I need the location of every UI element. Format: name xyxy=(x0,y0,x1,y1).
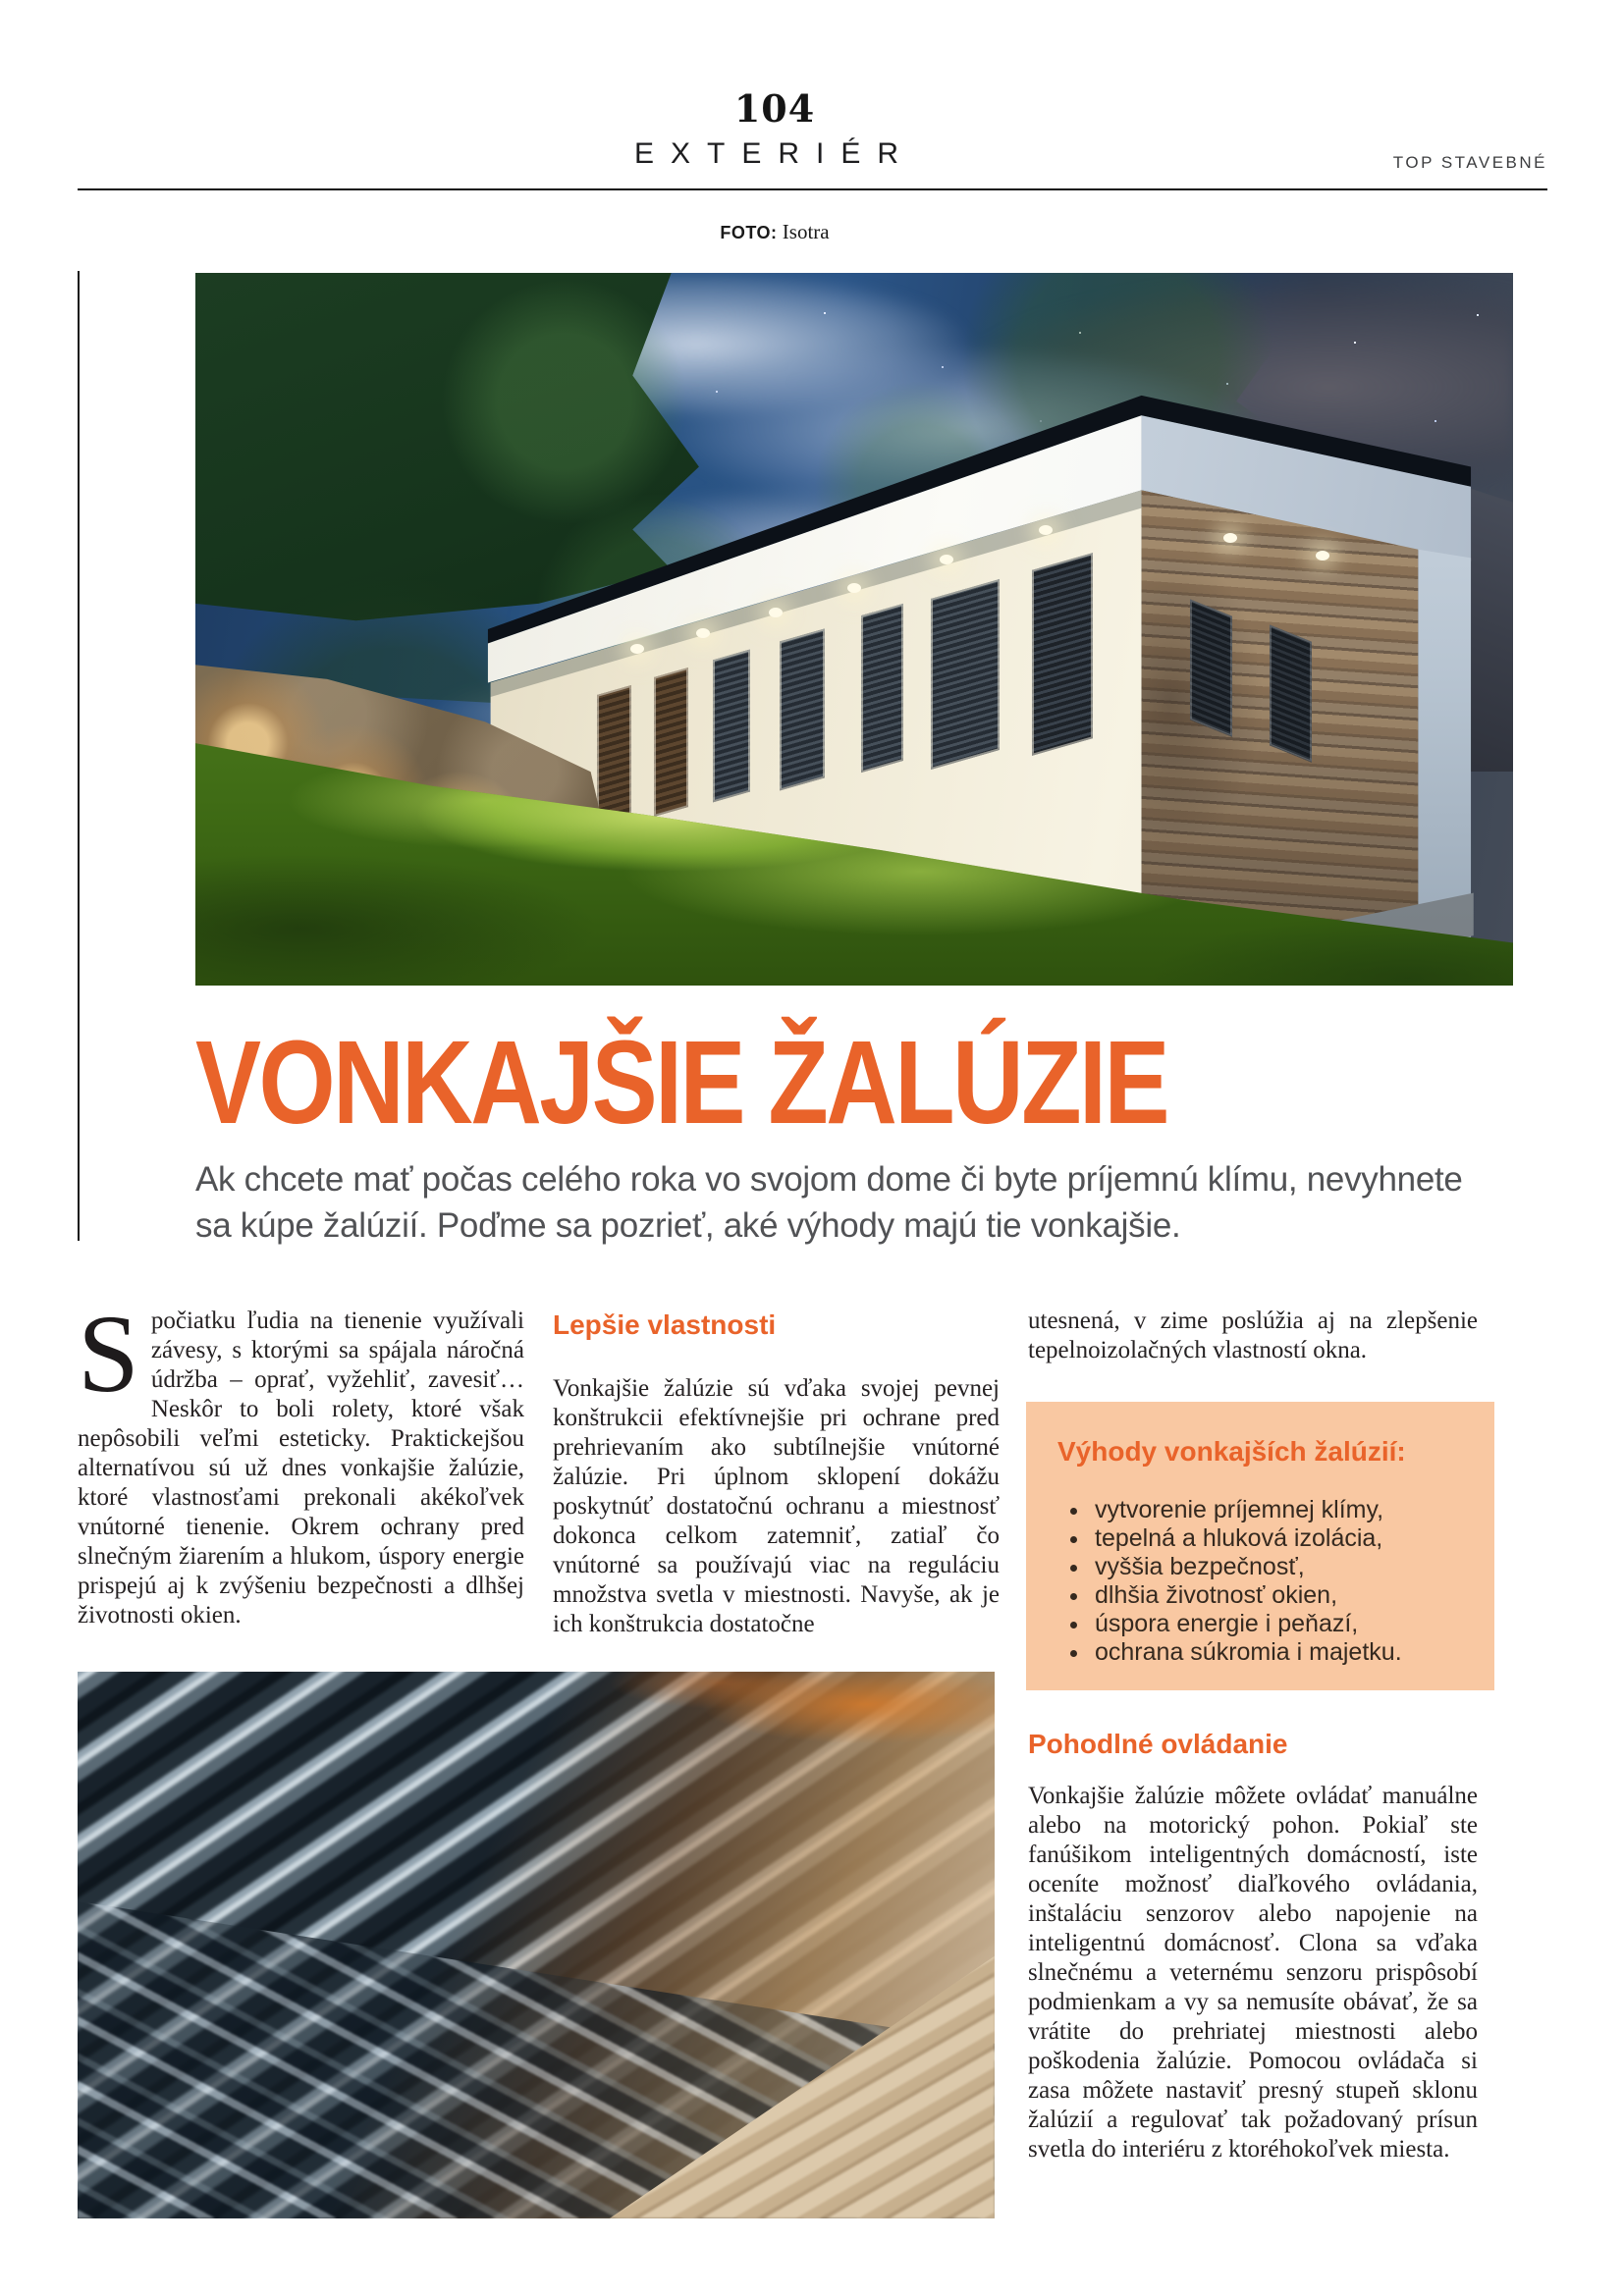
eave-light xyxy=(847,583,861,593)
benefit-item: • ochrana súkromia i majetku. xyxy=(1091,1638,1469,1667)
benefit-item: • vyššia bezpečnosť, xyxy=(1091,1553,1469,1581)
house-window-blinds xyxy=(1190,600,1232,738)
benefits-heading: Výhody vonkajších žalúzií: xyxy=(1057,1436,1406,1467)
eave-light xyxy=(630,644,644,654)
intro-text: počiatku ľudia na tienenie využívali závesy, s ktorými sa spájala náročná údržba – oprať, vyžehliť, zavesiť… Neskôr to boli rolety, ktoré však nepôsobili veľmi esteticky. Praktickejšou alternatívou sú už dnes vonkajšie žalúzie, ktoré vlastnosťami prekonali akékoľvek vnútorné tienenie. Okrem ochrany pred slnečným žiarením a hlukom, úspory energie prispejú aj k zvýšeniu bezpečnosti a dlhšej životnosti okien. xyxy=(78,1308,524,1629)
house-window-blinds xyxy=(1270,624,1312,763)
drop-cap: S xyxy=(78,1293,139,1415)
benefit-item: • dlhšia životnosť okien, xyxy=(1091,1581,1469,1610)
intro-column xyxy=(78,1293,524,1630)
section2-body: Vonkajšie žalúzie môžete ovládať manuálne alebo na motorický pohon. Pokiaľ ste fanúšikom inteligentných domácností, iste oceníte možnosť diaľkového ovládania, inštaláciu senzorov alebo napojenie na inteligentnú domácnosť. Clona sa vďaka slnečnému a veternému senzoru prispôsobí podmienkam a vy sa nemusíte obávať, že sa vrátite do prehriatej miestnosti alebo poškodenia žalúzie. Pomocou ovládača si zasa môžete nastaviť presný stupeň sklonu žalúzií a regulovať tak požadovaný prísun svetla do interiéru z ktoréhokoľvek miesta. xyxy=(1028,1783,1478,2163)
eave-light xyxy=(1223,533,1237,543)
continuation-text: utesnená, v zime poslúžia aj na zlepšenie tepelnoizolačných vlastností okna. xyxy=(1028,1308,1478,1363)
benefit-item: • vytvorenie príjemnej klímy, xyxy=(1091,1496,1469,1524)
photo-credit xyxy=(195,220,1354,244)
benefits-list xyxy=(1057,1496,1469,1667)
benefit-item: • tepelná a hluková izolácia, xyxy=(1091,1524,1469,1553)
eave-light xyxy=(1316,551,1329,561)
eave-light xyxy=(769,608,783,617)
photo-credit-label: FOTO: xyxy=(720,223,778,242)
house-window-blinds xyxy=(931,579,1000,770)
house-window-blinds xyxy=(713,650,750,803)
page-number: 104 xyxy=(733,86,816,131)
eave-light xyxy=(1039,525,1053,535)
section-title: EXTERIÉR xyxy=(633,137,916,170)
house-window-blinds xyxy=(780,628,825,791)
house-window-blinds xyxy=(1032,553,1093,755)
house-window-blinds xyxy=(861,604,903,773)
left-border-line xyxy=(78,271,80,1241)
photo-credit-value: Isotra xyxy=(782,220,830,243)
detail-photo-blinds xyxy=(78,1672,995,2218)
eave-light xyxy=(940,555,953,564)
subheading-better-properties: Lepšie vlastnosti xyxy=(553,1309,777,1340)
subheading-comfortable-control: Pohodlné ovládanie xyxy=(1028,1729,1288,1759)
benefits-box xyxy=(1026,1402,1494,1690)
middle-column xyxy=(553,1307,1000,1639)
article-lede: Ak chcete mať počas celého roka vo svojom dome či byte príjemnú klímu, nevyhnete sa kúpe žalúzií. Poďme sa pozrieť, aké výhody majú tie vonkajšie. xyxy=(195,1160,1463,1245)
section1-body: Vonkajšie žalúzie sú vďaka svojej pevnej konštrukcii efektívnejšie pri ochrane pred prehrievaním ako subtílnejšie vnútorné žalúzie. Pri úplnom sklopení dokážu poskytnúť dostatočnú ochranu a miestnosť dokonca celkom zatemniť, zatiaľ čo vnútorné sa používajú viac na reguláciu množstva svetla v miestnosti. Navyše, ak je ich konštrukcia dostatočne xyxy=(553,1375,1000,1637)
main-photo-night-villa xyxy=(195,273,1513,986)
article-headline: VONKAJŠIE ŽALÚZIE xyxy=(195,1015,1167,1148)
right-column xyxy=(1028,1307,1478,2164)
magazine-brand: TOP STAVEBNÉ xyxy=(1392,153,1547,172)
house-door xyxy=(654,667,688,817)
benefit-item: • úspora energie i peňazí, xyxy=(1091,1610,1469,1638)
house-door xyxy=(597,685,631,830)
header-rule xyxy=(78,188,1547,190)
